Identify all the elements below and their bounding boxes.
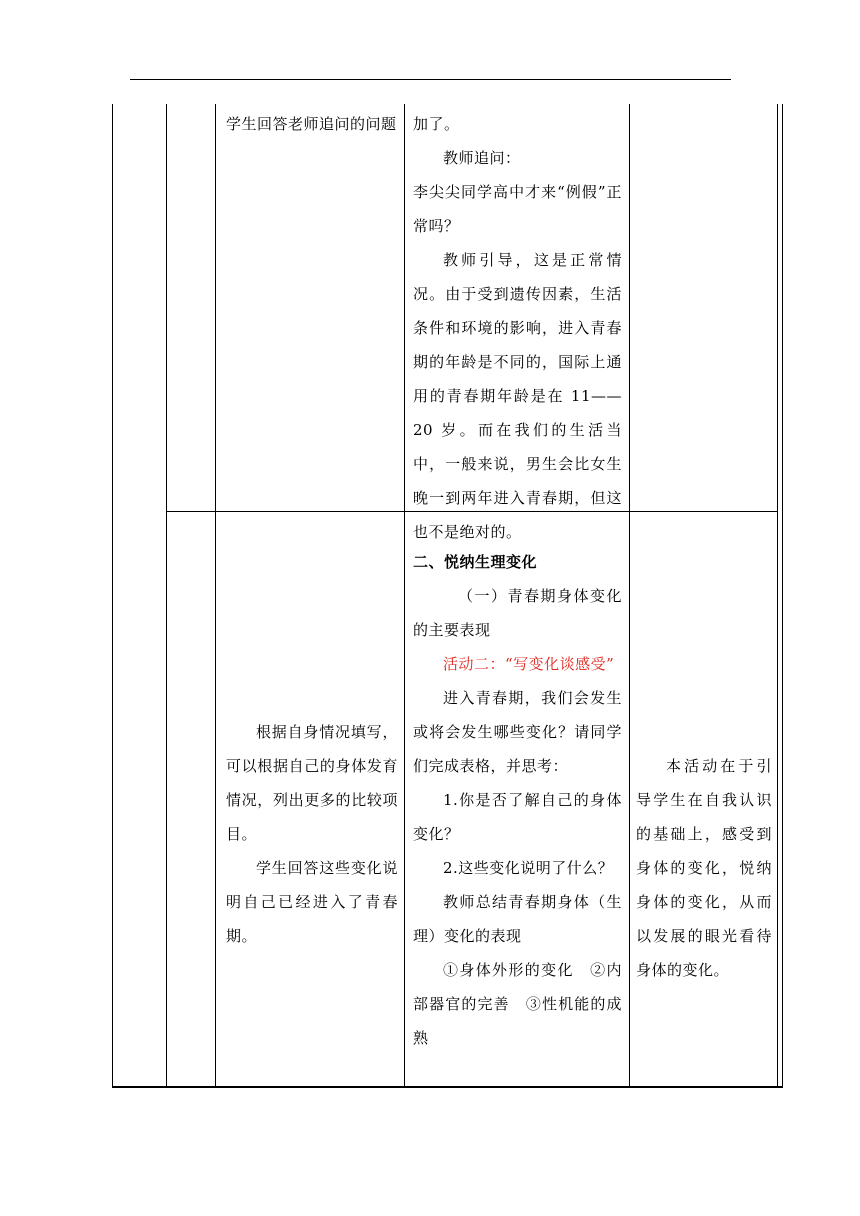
section-heading: 二、悦纳生理变化 bbox=[413, 553, 538, 571]
row1-teacher-cell bbox=[413, 107, 622, 549]
row1-teacher-line: 李尖尖同学高中才来“例假”正常吗？ bbox=[413, 183, 622, 235]
activity-title: 活动二：“写变化谈感受” bbox=[443, 655, 615, 673]
header-rule bbox=[130, 79, 731, 80]
column-divider bbox=[166, 104, 167, 1086]
row2-student-para: 根据自身情况填写，可以根据自己的身体发育情况，列出更多的比较项目。 bbox=[226, 723, 398, 843]
row2-teacher-cell bbox=[413, 545, 622, 1055]
row2-teacher-para: 进入青春期，我们会发生或将会发生哪些变化？请同学们完成表格，并思考： bbox=[413, 689, 622, 775]
row2-teacher-para: 2.这些变化说明了什么？ bbox=[443, 859, 614, 877]
row2-teacher-para: 1.你是否了解自己的身体变化？ bbox=[413, 791, 622, 843]
row1-teacher-line: 教师引导，这是正常情况。由于受到遗传因素，生活条件和环境的影响，进入青春期的年龄是不同的，国际上通用的青春期年龄是在 11——20 岁。而在我们的生活当中，一般来说，男生会比女生晚一到两年进入青春期，但这也不是绝对的。 bbox=[413, 251, 622, 541]
column-divider bbox=[215, 104, 216, 1086]
column-divider bbox=[404, 104, 405, 1086]
row1-student-text: 学生回答老师追问的问题 bbox=[226, 115, 397, 133]
row1-student-cell bbox=[226, 107, 398, 141]
row2-teacher-para: 教师总结青春期身体（生理）变化的表现 bbox=[413, 893, 622, 945]
row2-teacher-para: ①身体外形的变化 ②内部器官的完善 ③性机能的成熟 bbox=[413, 961, 622, 1047]
subsection-heading: （一）青春期身体变化的主要表现 bbox=[413, 587, 622, 639]
row1-teacher-line: 加了。 bbox=[413, 115, 460, 133]
row1-teacher-line: 教师追问： bbox=[443, 149, 521, 167]
table-bottom-border bbox=[112, 1086, 783, 1088]
table-right-border bbox=[777, 104, 778, 1086]
column-divider bbox=[629, 104, 630, 1086]
table-left-border bbox=[112, 104, 113, 1086]
row2-student-para: 学生回答这些变化说明自己已经进入了青春期。 bbox=[226, 859, 398, 945]
row2-student-cell bbox=[226, 715, 398, 953]
design-intent-text: 本活动在于引导学生在自我认识的基础上，感受到身体的变化，悦纳身体的变化，从而以发展的眼光看待身体的变化。 bbox=[636, 757, 772, 979]
row2-intent-cell bbox=[636, 749, 772, 987]
table-outer-right-border bbox=[782, 104, 783, 1086]
